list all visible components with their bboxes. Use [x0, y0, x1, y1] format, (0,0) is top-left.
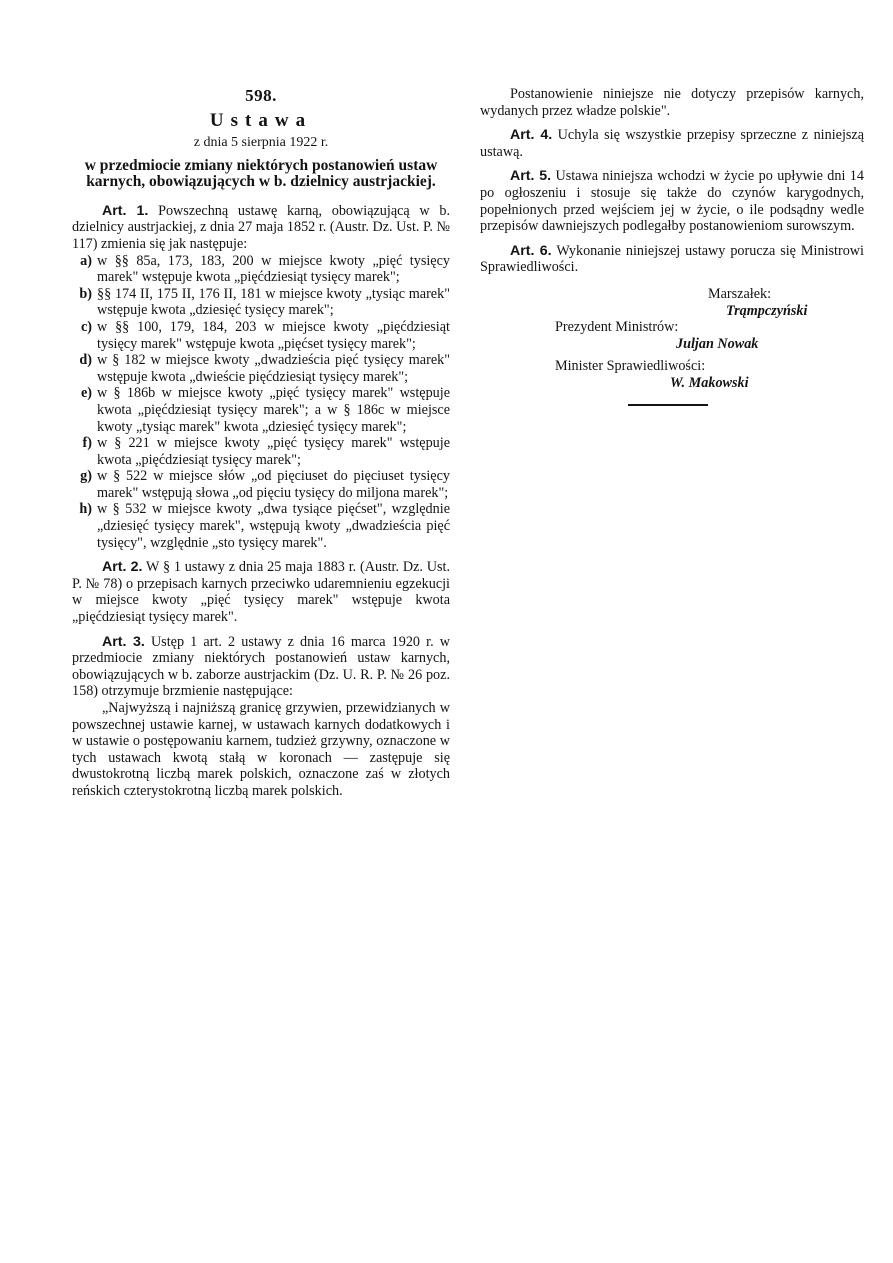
article-1-label: Art. 1. — [102, 202, 149, 219]
article-3-label: Art. 3. — [102, 633, 145, 650]
article-2-label: Art. 2. — [102, 559, 143, 576]
list-item: f) w § 221 w miejsce kwoty „pięć tysięcy marek" wstępuje kwota „pięćdziesiąt tysięcy marek"; — [82, 435, 450, 468]
article-5-text: Ustawa niniejsza wchodzi w życie po upływie dni 14 po ogłoszeniu i stosuje się także do czynów karygodnych, popełnionych przed wejściem jej w życie, o ile podsądny wedle przepisów dawniejszych podlegałby postanowieniom surowszym. — [480, 168, 864, 235]
closing-rule — [628, 404, 708, 406]
marshal-role: Marszałek: — [708, 285, 772, 302]
article-1-intro: Powszechną ustawę karną, obowiązującą w b. dzielnicy austrjackiej, z dnia 27 maja 1852 r. (Austr. Dz. Ust. P. № 117) zmienia się jak następuje: — [72, 202, 450, 252]
prime-minister-name: Juljan Nowak — [676, 335, 759, 352]
article-6-label: Art. 6. — [510, 242, 552, 259]
justice-minister-role: Minister Sprawiedliwości: — [555, 358, 706, 375]
list-item: d) w § 182 w miejsce kwoty „dwadzieścia pięć tysięcy marek" wstępuje kwota „dwieście pięćdziesiąt tysięcy marek"; — [79, 352, 450, 385]
signatures — [480, 286, 864, 392]
article-2 — [72, 559, 450, 625]
article-3-text: Ustęp 1 art. 2 ustawy z dnia 16 marca 1920 r. w przedmiocie zmiany niektórych postanowień ustaw karnych, obowiązujących w b. zaborze austrjackim (Dz. U. R. P. № 26 poz. 158) otrzymuje brzmienie następujące: — [72, 633, 451, 700]
justice-minister-name: W. Makowski — [670, 374, 749, 391]
right-column — [480, 86, 864, 406]
list-item: g) w § 522 w miejsce słów „od pięciuset do pięciuset tysięcy marek" wstępują słowa „od pięciu tysięcy do miljona marek"; — [80, 468, 450, 501]
list-item: e) w § 186b w miejsce kwoty „pięć tysięcy marek" wstępuje kwota „pięćdziesiąt tysięcy marek"; a w § 186c w miejsce kwoty „tysiąc marek" kwota „dziesięć tysięcy marek"; — [80, 385, 450, 435]
article-3-quote-end: Postanowienie niniejsze nie dotyczy przepisów karnych, wydanych przez władze polskie". — [480, 86, 864, 119]
article-3-quote: „Najwyższą i najniższą granicę grzywien, przewidzianych w powszechnej ustawie karnej, w ustawach karnych dodatkowych i w ustawie o postępowaniu karnem, tudzież grzywny, oznaczone w tych ustawach kwotą stałą w koronach — zastępuje się dwustokrotną liczbą marek polskich, oznaczone zaś w złotych reńskich czterystokrotną liczbą marek polskich. — [72, 700, 450, 799]
article-6-text: Wykonanie niniejszej ustawy porucza się Ministrowi Sprawiedliwości. — [480, 242, 864, 276]
act-title: Ustawa — [209, 109, 313, 131]
list-item: c) w §§ 100, 179, 184, 203 w miejsce kwoty „pięćdziesiąt tysięcy marek" wstępuje kwota „pięćset tysięcy marek"; — [80, 318, 450, 352]
act-number: 598. — [245, 86, 277, 105]
article-1 — [72, 203, 450, 253]
article-6 — [480, 243, 864, 276]
act-date: z dnia 5 sierpnia 1922 r. — [193, 135, 329, 151]
left-column — [72, 88, 450, 800]
article-4 — [480, 127, 864, 160]
article-4-label: Art. 4. — [510, 127, 553, 144]
article-3 — [72, 634, 450, 700]
article-2-text: W § 1 ustawy z dnia 25 maja 1883 r. (Austr. Dz. Ust. P. № 78) o przepisach karnych przeciwko udaremnieniu egzekucji w miejsce kwoty „pięć tysięcy marek" wstępuje kwota „pięćdziesiąt tysięcy marek". — [72, 559, 450, 626]
list-item: b) §§ 174 II, 175 II, 176 II, 181 w miejsce kwoty „tysiąc marek" wstępuje kwota „dziesięć tysięcy marek"; — [79, 285, 450, 319]
act-subject: w przedmiocie zmiany niektórych postanowień ustaw karnych, obowiązujących w b. dzielnicy austrjackiej. — [84, 156, 438, 191]
article-5 — [480, 168, 864, 234]
prime-minister-role: Prezydent Ministrów: — [555, 319, 679, 336]
list-item: a) w §§ 85a, 173, 183, 200 w miejsce kwoty „pięć tysięcy marek" wstępuje kwota „pięćdziesiąt tysięcy marek"; — [80, 252, 450, 286]
article-1-items — [72, 253, 450, 552]
article-5-label: Art. 5. — [510, 168, 552, 185]
article-4-text: Uchyla się wszystkie przepisy sprzeczne z niniejszą ustawą. — [480, 127, 864, 160]
list-item: h) w § 532 w miejsce kwoty „dwa tysiące pięćset", względnie „dziesięć tysięcy marek", wstępują kwoty „dwadzieścia pięć tysięcy", względnie „sto tysięcy marek". — [79, 501, 450, 551]
marshal-name: Trąmpczyński — [726, 302, 808, 319]
